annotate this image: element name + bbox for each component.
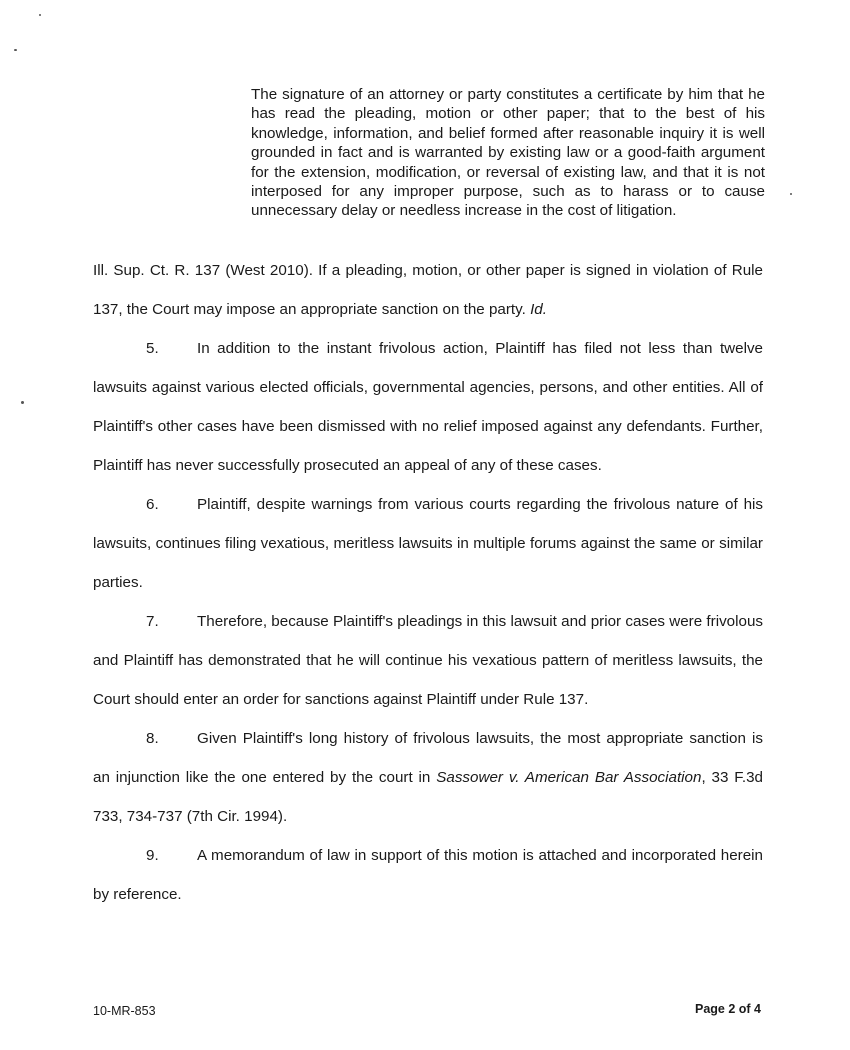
paragraph-9: [93, 836, 763, 914]
scan-speck: [21, 401, 24, 404]
case-number: 10-MR-853: [93, 1004, 156, 1018]
paragraph-8: [93, 719, 763, 836]
paragraph-number: 7.: [146, 613, 159, 630]
paragraph-text: Given Plaintiff's long history of frivolous lawsuits, the most appropriate sanction is an injunction like the one entered by the court in: [93, 730, 763, 786]
body-text: [93, 251, 763, 914]
paragraph-number: 5.: [146, 340, 159, 357]
paragraph-text: Therefore, because Plaintiff's pleadings in this lawsuit and prior cases were frivolous and Plaintiff has demonstrated that he will continue his vexatious pattern of meritless lawsuits, the Court should enter an order for sanctions against Plaintiff under Rule 137.: [93, 613, 763, 708]
citation-text: Ill. Sup. Ct. R. 137 (West 2010). If a pleading, motion, or other paper is signed in violation of Rule 137, the Court may impose an appropriate sanction on the party.: [93, 262, 763, 318]
paragraph-7: [93, 602, 763, 719]
paragraph-5: [93, 329, 763, 485]
scan-speck: [39, 14, 41, 16]
paragraph-number: 8.: [146, 730, 159, 747]
paragraph-number: 6.: [146, 496, 159, 513]
block-quote: The signature of an attorney or party constitutes a certificate by him that he has read the pleading, motion or other paper; that to the best of his knowledge, information, and belief formed after reasonable inquiry it is well grounded in fact and is warranted by existing law or a good-faith argument for the extension, modification, or reversal of existing law, and that it is not interposed for any improper purpose, such as to harass or to cause unnecessary delay or needless increase in the cost of litigation.: [251, 86, 765, 220]
scan-speck: [790, 193, 792, 195]
paragraph-text: A memorandum of law in support of this motion is attached and incorporated herein by reference.: [93, 847, 763, 903]
id-citation: Id.: [530, 301, 547, 318]
case-name: Sassower v. American Bar Association: [436, 769, 702, 786]
citation-paragraph: [93, 251, 763, 329]
paragraph-text: In addition to the instant frivolous action, Plaintiff has filed not less than twelve lawsuits against various elected officials, governmental agencies, persons, and other entities. All of Plaintiff's other cases have been dismissed with no relief imposed against any defendants. Further, Plaintiff has never successfully prosecuted an appeal of any of these cases.: [93, 340, 763, 474]
paragraph-number: 9.: [146, 847, 159, 864]
scan-speck: [14, 49, 17, 51]
paragraph-text-after: , 33 F.3d 733, 734-737 (7th Cir. 1994).: [93, 769, 763, 825]
paragraph-6: [93, 485, 763, 602]
paragraph-text: Plaintiff, despite warnings from various courts regarding the frivolous nature of his lawsuits, continues filing vexatious, meritless lawsuits in multiple forums against the same or similar parties.: [93, 496, 763, 591]
page-number: Page 2 of 4: [695, 1002, 761, 1016]
